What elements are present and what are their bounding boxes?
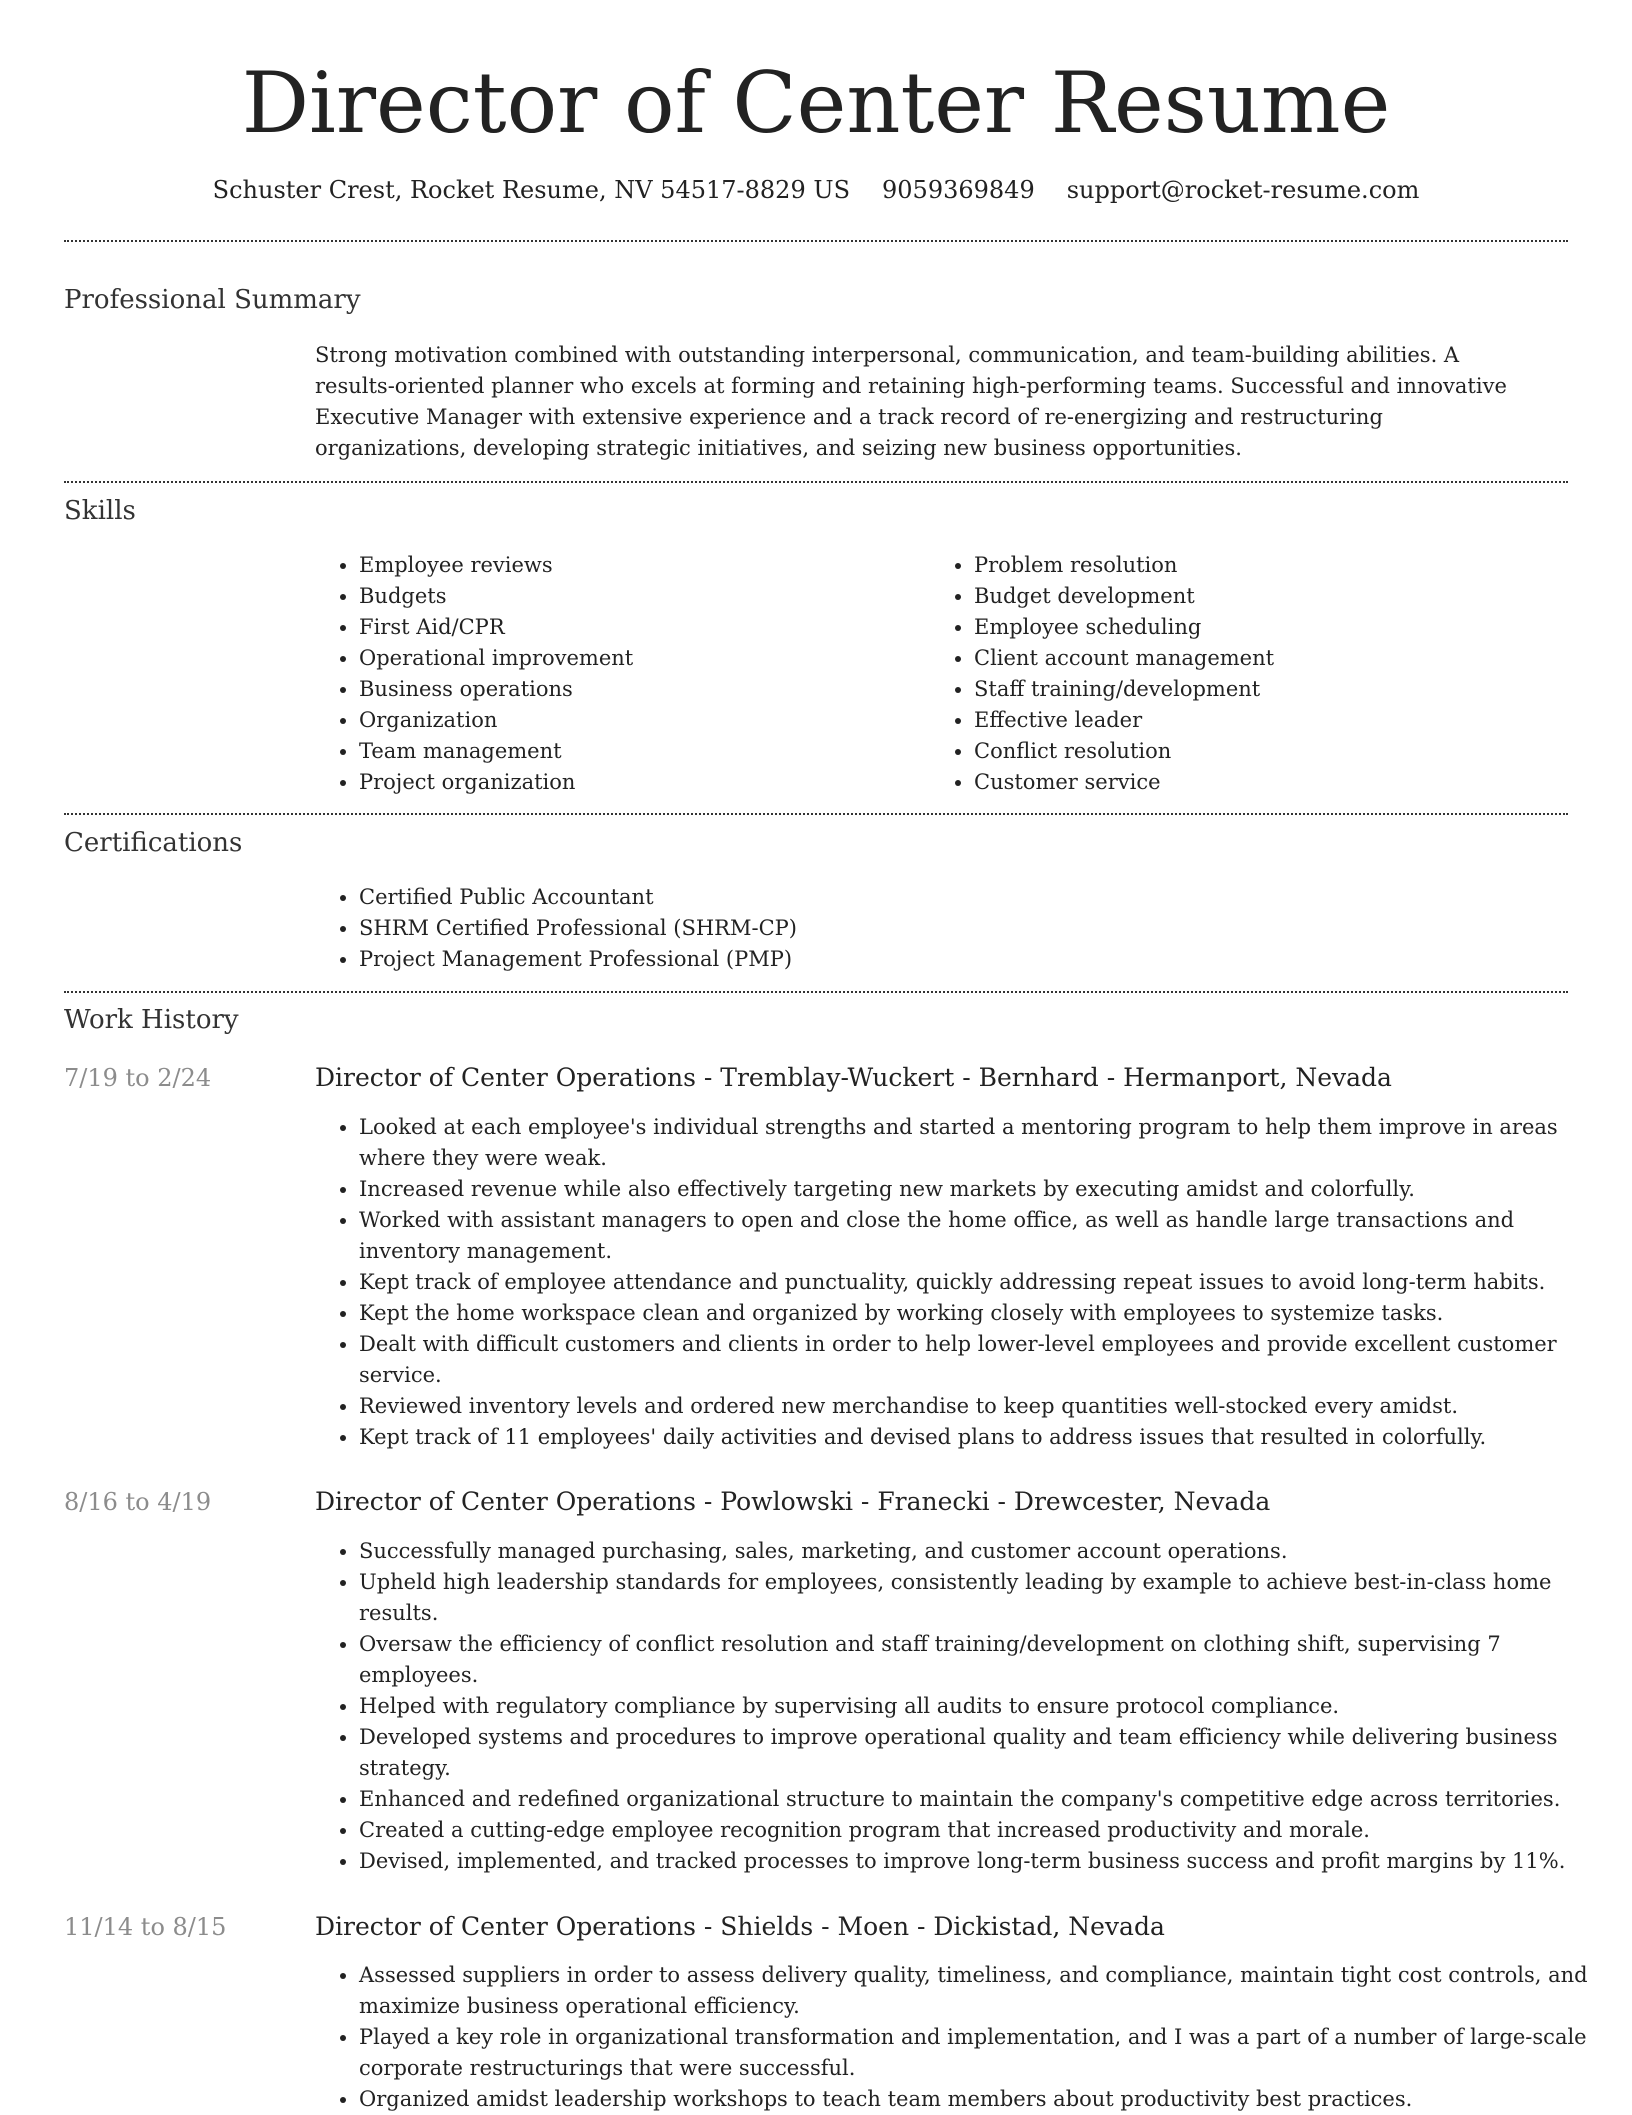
list-item: • Project Management Professional (PMP) [359,944,1559,975]
contact-email: support@rocket-resume.com [1066,176,1420,204]
list-item: • Increased revenue while also effectively targeting new markets by executing amidst and colorfully. [359,1174,1609,1205]
list-item: • Played a key role in organizational transformation and implementation, and I was a part of a number of large-scale corporate restructurings that were successful. [359,2022,1609,2084]
summary-heading: Professional Summary [64,285,361,315]
list-item: • Budgets [359,581,919,612]
list-item: • SHRM Certified Professional (SHRM-CP) [359,913,1559,944]
list-item: • Customer service [974,767,1574,798]
list-item: • Enhanced and redefined organizational structure to maintain the company's competitive edge across territories. [359,1784,1609,1815]
list-item: • First Aid/CPR [359,612,919,643]
divider [64,813,1568,815]
list-item: • Employee reviews [359,550,919,581]
skills-heading: Skills [64,496,136,526]
list-item: • Dealt with difficult customers and clients in order to help lower-level employees and provide excellent customer service. [359,1329,1609,1391]
list-item: • Certified Public Accountant [359,882,1559,913]
list-item: • Oversaw the efficiency of conflict resolution and staff training/development on clothing shift, supervising 7 employees. [359,1629,1609,1691]
list-item: • Team management [359,736,919,767]
certifications-list [315,882,1559,975]
job-dates: 11/14 to 8/15 [64,1913,227,1941]
list-item: • Organization [359,705,919,736]
job-title: Director of Center Operations - Tremblay-Wuckert - Bernhard - Hermanport, Nevada [315,1063,1392,1092]
list-item: • Kept track of 11 employees' daily activities and devised plans to address issues that resulted in colorfully. [359,1422,1609,1453]
job-bullets [315,1112,1609,1453]
job-dates: 8/16 to 4/19 [64,1488,212,1516]
list-item: • Upheld high leadership standards for employees, consistently leading by example to achieve best-in-class home results. [359,1567,1609,1629]
list-item: • Organized amidst leadership workshops to teach team members about productivity best practices. [359,2084,1609,2115]
contact-phone: 9059369849 [882,176,1035,204]
job-dates: 7/19 to 2/24 [64,1064,212,1092]
job-bullets [315,1960,1609,2115]
list-item: • Reviewed inventory levels and ordered new merchandise to keep quantities well-stocked every amidst. [359,1391,1609,1422]
list-item: • Worked with assistant managers to open and close the home office, as well as handle large transactions and inventory management. [359,1205,1609,1267]
certifications-heading: Certifications [64,828,243,858]
list-item: • Project organization [359,767,919,798]
list-item: • Assessed suppliers in order to assess delivery quality, timeliness, and compliance, maintain tight cost controls, and maximize business operational efficiency. [359,1960,1609,2022]
divider [64,481,1568,483]
list-item: • Looked at each employee's individual strengths and started a mentoring program to help them improve in areas where they were weak. [359,1112,1609,1174]
list-item: • Kept the home workspace clean and organized by working closely with employees to systemize tasks. [359,1298,1609,1329]
list-item: • Operational improvement [359,643,919,674]
divider [64,991,1568,993]
list-item: • Staff training/development [974,674,1574,705]
job-bullets [315,1536,1609,1877]
job-title: Director of Center Operations - Shields - Moen - Dickistad, Nevada [315,1912,1165,1941]
list-item: • Problem resolution [974,550,1574,581]
list-item: • Effective leader [974,705,1574,736]
list-item: • Employee scheduling [974,612,1574,643]
list-item: • Created a cutting-edge employee recognition program that increased productivity and morale. [359,1815,1609,1846]
summary-text: Strong motivation combined with outstanding interpersonal, communication, and team-building abilities. A results-oriented planner who excels at forming and retaining high-performing teams. Successful and innovative Executive Manager with extensive experience and a track record of re-energizing and restructuring organizations, developing strategic initiatives, and seizing new business opportunities. [315,343,1507,460]
list-item: • Devised, implemented, and tracked processes to improve long-term business success and profit margins by 11%. [359,1846,1609,1877]
list-item: • Conflict resolution [974,736,1574,767]
contact-line [0,170,1632,210]
list-item: • Successfully managed purchasing, sales, marketing, and customer account operations. [359,1536,1609,1567]
job-title: Director of Center Operations - Powlowski - Franecki - Drewcester, Nevada [315,1487,1271,1516]
list-item: • Helped with regulatory compliance by supervising all audits to ensure protocol compliance. [359,1691,1609,1722]
list-item: • Kept track of employee attendance and punctuality, quickly addressing repeat issues to avoid long-term habits. [359,1267,1609,1298]
list-item: • Client account management [974,643,1574,674]
divider [64,240,1568,242]
list-item: • Business operations [359,674,919,705]
skills-list-right [930,550,1574,798]
list-item: • Developed systems and procedures to improve operational quality and team efficiency while delivering business strategy. [359,1722,1609,1784]
skills-list-left [315,550,919,798]
work-heading: Work History [64,1005,239,1035]
contact-address: Schuster Crest, Rocket Resume, NV 54517-8829 US [212,176,851,204]
resume-title: Director of Center Resume [241,54,1391,152]
list-item: • Budget development [974,581,1574,612]
